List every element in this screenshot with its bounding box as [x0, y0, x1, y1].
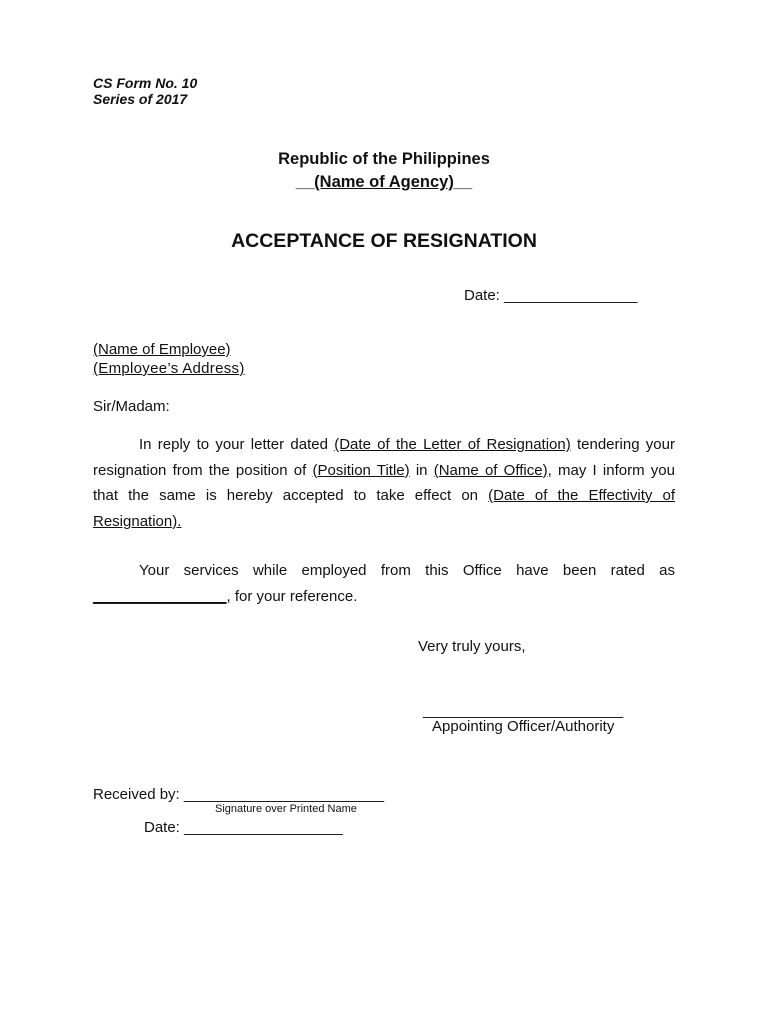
received-by-line [93, 786, 384, 803]
signatory-label: Appointing Officer/Authority [432, 718, 615, 735]
date-line [464, 287, 638, 304]
signature-line: ________________________ [423, 702, 624, 719]
resignation-letter-date-field: (Date of the Letter of Resignation) [334, 436, 571, 453]
agency-name-field: (Name of Agency) [314, 173, 454, 191]
document-title: ACCEPTANCE OF RESIGNATION [231, 230, 537, 252]
form-series: Series of 2017 [93, 91, 188, 107]
body-paragraph-2 [93, 558, 675, 609]
body1-text-1: In reply to your letter dated [139, 436, 335, 453]
employee-address-field: (Employee’s Address) [93, 360, 245, 377]
office-name-field: (Name of Office) [433, 461, 548, 479]
date-blank: ________________ [504, 287, 638, 304]
form-number: CS Form No. 10 [93, 75, 198, 91]
received-by-label: Received by: [93, 786, 180, 803]
body1-text-2: tendering your resignation from the position of [93, 436, 675, 479]
body1-text-3: in [409, 461, 434, 479]
date-label: Date: [464, 287, 500, 304]
received-date-label: Date: [144, 819, 180, 836]
salutation: Sir/Madam: [93, 398, 170, 415]
received-date-line [144, 819, 343, 836]
agency-suffix-blank: __ [453, 173, 473, 191]
signature-caption: Signature over Printed Name [215, 803, 357, 815]
received-date-blank: ___________________ [184, 819, 343, 836]
position-title-field: (Position Title) [312, 461, 410, 479]
received-by-blank: ________________________ [183, 786, 385, 803]
republic-heading: Republic of the Philippines [278, 150, 490, 168]
body2-text-2: for your reference. [230, 587, 358, 605]
form-id [93, 75, 197, 107]
closing: Very truly yours, [418, 638, 526, 655]
agency-prefix-blank: __ [295, 173, 315, 191]
body2-text-1: Your services while employed from this Office have been rated as [139, 562, 675, 579]
rating-blank: ________________, [93, 587, 231, 605]
body1-text-4: , may I inform you that the same is hereby accepted to take effect on [93, 461, 675, 504]
employee-name-field: (Name of Employee) [93, 341, 231, 358]
body-paragraph-1 [93, 432, 675, 534]
agency-heading [0, 173, 768, 192]
effectivity-date-field: (Date of the Effectivity of Resignation). [93, 487, 675, 530]
